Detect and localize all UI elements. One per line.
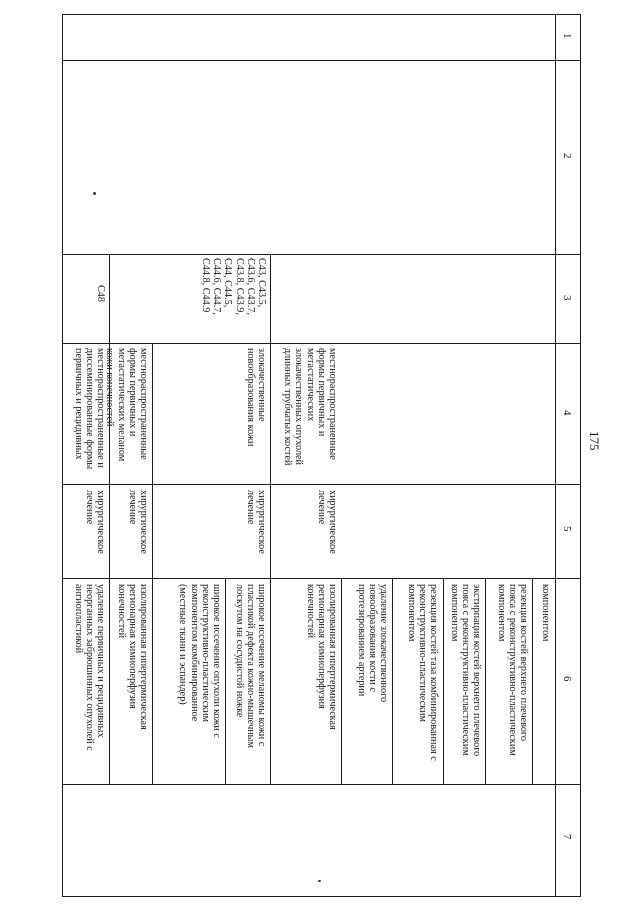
diagnosis-text: местнораспространенные и диссеминированные формы первичных и рецидивных bbox=[72, 348, 106, 470]
row-sep-b bbox=[485, 578, 486, 785]
col-sep-1-2 bbox=[62, 60, 581, 61]
page-number: 175 bbox=[587, 431, 602, 451]
scan-speck bbox=[318, 880, 321, 882]
method-text: удаление злокачественного новообразования кости с протезированием артерии bbox=[355, 584, 389, 703]
column-number: 1 bbox=[561, 33, 573, 39]
method-text: изолированная гипертермическая регионарная химиоперфузия конечностей bbox=[115, 584, 149, 730]
method-text: компонентом bbox=[540, 584, 551, 642]
diagnosis-text: местнораспространенные формы первичных и метастатических злокачественных опухолей длинных трубчатых костей bbox=[282, 348, 338, 466]
method-text: широкое иссечение опухоли кожи с реконструктивно-пластическим компонентом комбинированное (местные ткани и эспандер) bbox=[177, 584, 222, 738]
col-sep-3-4 bbox=[62, 343, 581, 344]
scan-speck bbox=[93, 192, 96, 195]
header-strip-left-border bbox=[555, 14, 556, 897]
method-text: изолированная гипертермическая регионарная химиоперфузия конечностей bbox=[304, 584, 338, 730]
col-sep-5-6 bbox=[62, 578, 581, 579]
column-number: 5 bbox=[561, 526, 573, 532]
method-text: резекция костей таза комбинированная с реконструктивно-пластическим компонентом bbox=[405, 584, 439, 761]
row-sep-c bbox=[443, 578, 444, 785]
row-sep-a bbox=[532, 578, 533, 785]
method-text: экстирпация костей верхнего плечевого пояса с реконструктивно-пластическим компонентом bbox=[448, 584, 482, 757]
column-number: 2 bbox=[561, 153, 573, 159]
table-bottom-border bbox=[62, 896, 581, 897]
row-sep-e bbox=[341, 578, 342, 785]
method-text: резекция костей верхнего плечевого пояса с реконструктивно-пластическим компонентом bbox=[495, 584, 529, 756]
treatment-type: хирургическое лечение bbox=[83, 490, 106, 554]
treatment-type: хирургическое лечение bbox=[126, 490, 149, 554]
column-number: 6 bbox=[561, 676, 573, 682]
column-number: 4 bbox=[561, 410, 573, 416]
diagnosis-text: злокачественные новообразования кожи bbox=[244, 348, 267, 447]
col-sep-2-3 bbox=[62, 254, 581, 255]
header-strip-right-border bbox=[580, 14, 581, 897]
method-text: широкое иссечение меланомы кожи с пластикой дефекта кожно-мышечным лоскутом на сосудистой ножке bbox=[233, 584, 267, 748]
row-sep-g bbox=[225, 578, 226, 785]
treatment-type: хирургическое лечение bbox=[315, 490, 338, 554]
icd-codes: C48 bbox=[95, 285, 106, 302]
col-sep-4-5 bbox=[62, 484, 581, 485]
column-number: 3 bbox=[561, 295, 573, 301]
col-sep-6-7 bbox=[62, 784, 581, 785]
row-sep-d bbox=[392, 578, 393, 785]
treatment-type: хирургическое лечение bbox=[244, 490, 267, 554]
row-sep-f bbox=[270, 254, 271, 785]
diagnosis-text: местнораспространенные формы первичных и метастатических меланом кожи конечностей bbox=[104, 348, 149, 462]
row-sep-i bbox=[109, 254, 110, 785]
column-number: 7 bbox=[561, 834, 573, 840]
table-top-border bbox=[62, 14, 581, 15]
row-sep-h bbox=[152, 343, 153, 785]
method-text: удаление первичных и рецидивных неорганных забрюшинных опухолей с ангиопластикой bbox=[72, 584, 106, 751]
table-left-border bbox=[62, 14, 63, 897]
icd-codes: C43, C43.5, C43.6, C43.7, C43.8, C43.9, C44, C44.5, C44.6, C44.7, C44.8, C44.9 bbox=[199, 258, 267, 315]
